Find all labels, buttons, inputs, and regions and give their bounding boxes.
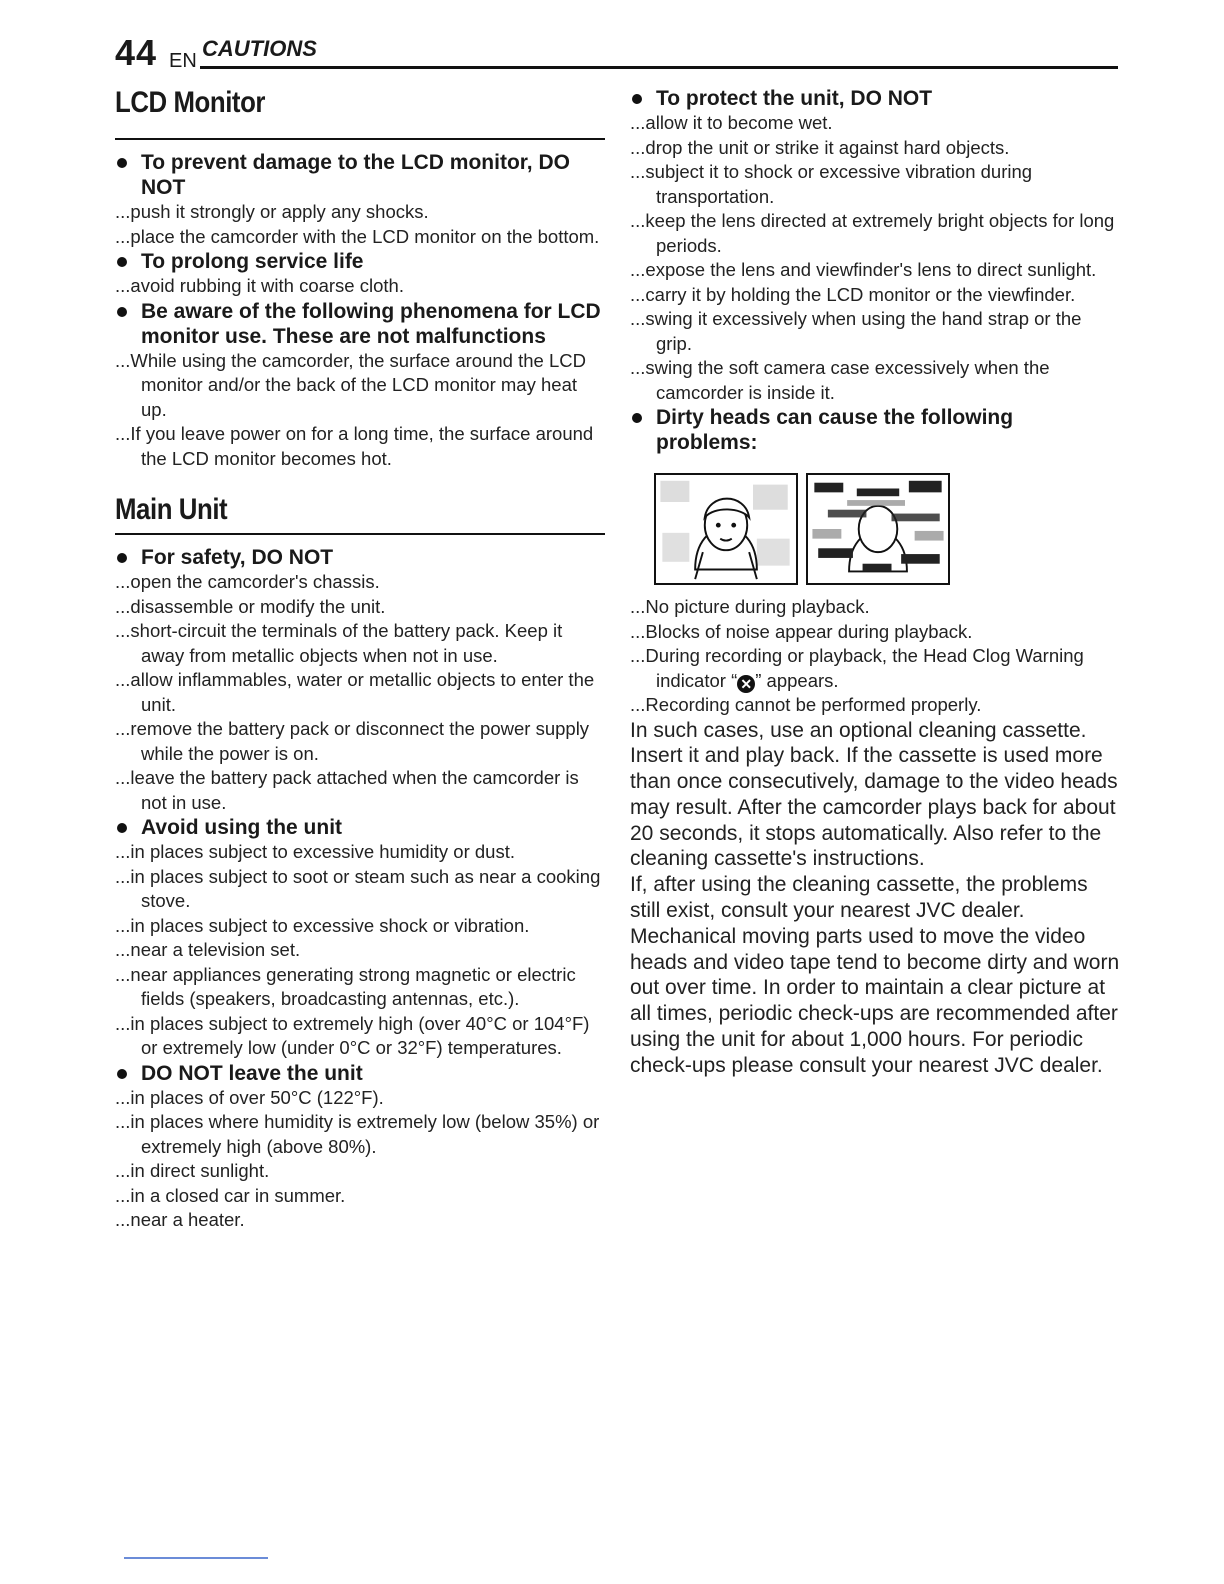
list-item: ...subject it to shock or excessive vibration during transportation.: [630, 161, 1033, 207]
no-picture-illustration: [654, 473, 798, 585]
header-rule: [200, 66, 1118, 69]
noise-blocks-illustration: [806, 473, 950, 585]
bullet-heading: To prolong service life: [115, 249, 605, 274]
bullet-heading: To prevent damage to the LCD monitor, DO NOT: [115, 150, 605, 200]
noise-blocks-image: [808, 475, 948, 583]
list-item: ...drop the unit or strike it against hard objects.: [630, 136, 1010, 158]
list-item: ...disassemble or modify the unit.: [115, 595, 386, 617]
left-column: [115, 86, 605, 1233]
list-item: ...avoid rubbing it with coarse cloth.: [115, 275, 404, 296]
bullet-heading: Dirty heads can cause the following problems:: [630, 405, 1120, 455]
bullet-heading: Be aware of the following phenomena for LCD monitor use. These are not malfunctions: [115, 299, 605, 349]
main-group-avoid: [115, 815, 605, 1061]
list-item: ...in direct sunlight.: [115, 1160, 270, 1181]
list-item: ...near a television set.: [115, 939, 301, 960]
list-item: ...Blocks of noise appear during playback.: [630, 620, 973, 642]
bullet-heading: Avoid using the unit: [115, 815, 605, 840]
list-item: ...If you leave power on for a long time, the surface around the LCD monitor becomes hot.: [115, 423, 594, 469]
list-item: ...remove the battery pack or disconnect the power supply while the power is on.: [115, 718, 590, 764]
body-paragraph: In such cases, use an optional cleaning cassette. Insert it and play back. If the cassette is used more than once consecutively, damage to the video heads may result. After the camcorder plays back for about 20 seconds, it stops automatically. Also refer to the cleaning cassette's instructions.: [630, 718, 1118, 871]
page-header: [115, 28, 1118, 72]
list-item: ...open the camcorder's chassis.: [115, 571, 380, 592]
list-item: ...allow inflammables, water or metallic objects to enter the unit.: [115, 669, 595, 715]
main-group-do-not-leave: [115, 1061, 605, 1233]
list-item: ...in a closed car in summer.: [115, 1184, 346, 1206]
bullet-heading: For safety, DO NOT: [115, 545, 605, 570]
footer-line: [124, 1557, 268, 1559]
list-item-head-clog: [630, 644, 1120, 693]
list-item: ...push it strongly or apply any shocks.: [115, 201, 429, 222]
clog-text-after: ” appears.: [755, 669, 839, 691]
list-item: ...swing the soft camera case excessively when the camcorder is inside it.: [630, 357, 1050, 403]
illustration-row: [654, 473, 1120, 585]
bullet-heading: DO NOT leave the unit: [115, 1061, 605, 1086]
right-column: [630, 86, 1120, 1079]
list-item: ...near appliances generating strong magnetic or electric fields (speakers, broadcasting antennas, etc.).: [115, 963, 576, 1009]
lcd-group-service-life: [115, 249, 605, 299]
list-item: ...place the camcorder with the LCD monitor on the bottom.: [115, 225, 600, 247]
section-rule: [115, 138, 605, 140]
lcd-monitor-title: LCD Monitor: [115, 86, 266, 119]
list-item: ...expose the lens and viewfinder's lens to direct sunlight.: [630, 259, 1097, 280]
list-item: ...While using the camcorder, the surface around the LCD monitor and/or the back of the LCD monitor may heat up.: [115, 349, 586, 420]
clog-text-before: ...During recording or playback, the Head Clog Warning indicator “: [630, 645, 1084, 691]
list-item: ...keep the lens directed at extremely bright objects for long periods.: [630, 210, 1115, 256]
list-item: ...No picture during playback.: [630, 596, 870, 617]
no-picture-image: [656, 475, 796, 583]
list-item: ...in places where humidity is extremely low (below 35%) or extremely high (above 80%).: [115, 1111, 600, 1157]
main-unit-title: Main Unit: [115, 493, 228, 526]
body-paragraph: If, after using the cleaning cassette, the problems still exist, consult your nearest JVC dealer.: [630, 873, 1088, 923]
body-paragraph: Mechanical moving parts used to move the video heads and video tape tend to become dirty and worn out over time. In order to maintain a clear picture at all times, periodic check-ups are recommended after using the unit for about 1,000 hours. For periodic check-ups please consult your nearest JVC dealer.: [630, 924, 1120, 1077]
dirty-heads-group: [630, 405, 1120, 718]
language-code: EN: [169, 50, 197, 72]
head-clog-warning-icon: ✕: [737, 675, 755, 693]
list-item: ...swing it excessively when using the hand strap or the grip.: [630, 308, 1082, 354]
section-label: CAUTIONS: [202, 36, 317, 61]
page-number: 44: [115, 32, 158, 73]
list-item: ...leave the battery pack attached when the camcorder is not in use.: [115, 767, 579, 813]
section-rule: [115, 533, 605, 535]
lcd-group-phenomena: [115, 299, 605, 472]
list-item: ...allow it to become wet.: [630, 112, 833, 133]
list-item: ...in places of over 50°C (122°F).: [115, 1086, 384, 1108]
lcd-group-prevent-damage: [115, 150, 605, 249]
list-item: ...in places subject to extremely high (over 40°C or 104°F) or extremely low (under 0°C or 32°F) temperatures.: [115, 1012, 590, 1058]
protect-group: [630, 86, 1120, 405]
list-item: ...in places subject to excessive humidity or dust.: [115, 841, 515, 862]
list-item: ...carry it by holding the LCD monitor or the viewfinder.: [630, 283, 1076, 305]
list-item: ...in places subject to excessive shock or vibration.: [115, 914, 530, 936]
list-item: ...Recording cannot be performed properly.: [630, 694, 982, 715]
list-item: ...near a heater.: [115, 1209, 245, 1230]
list-item: ...short-circuit the terminals of the battery pack. Keep it away from metallic objects when not in use.: [115, 620, 563, 666]
main-group-safety: [115, 545, 605, 815]
bullet-heading: To protect the unit, DO NOT: [630, 86, 1120, 111]
list-item: ...in places subject to soot or steam such as near a cooking stove.: [115, 865, 601, 911]
